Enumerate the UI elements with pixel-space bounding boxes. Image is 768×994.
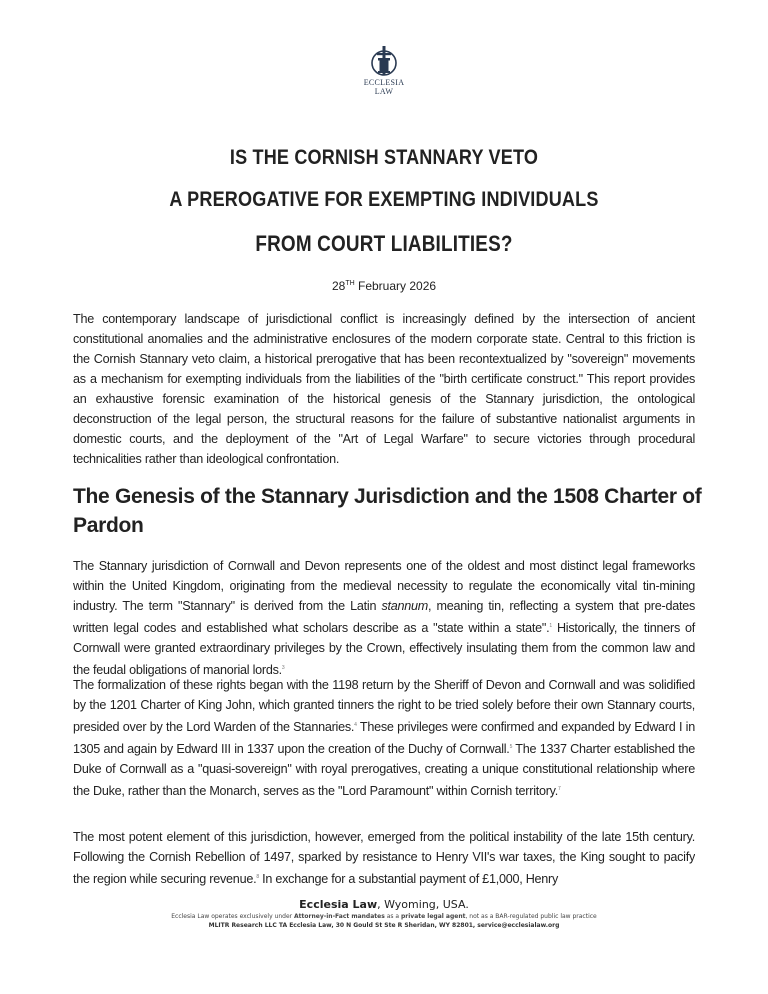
footnote-ref[interactable]: 3 bbox=[281, 665, 285, 672]
document-date bbox=[0, 279, 768, 293]
disclaimer-text: Ecclesia Law operates exclusively under bbox=[171, 913, 295, 920]
p3-text-b: In exchange for a substantial payment of £1,000, Henry bbox=[258, 872, 559, 887]
body-paragraph-2 bbox=[73, 675, 695, 802]
p2-text-b: These privileges were confirmed and expanded by Edward I in 1305 and again by Edward III in 1337 upon the creation of the Duchy of Cornwall. bbox=[73, 720, 695, 757]
footer-brand-line bbox=[0, 898, 768, 911]
p1-text-b: , meaning tin, reflecting a system that pre-dates written legal codes and established what scholars describe as a "state within a state". bbox=[73, 599, 695, 636]
section-heading: The Genesis of the Stannary Jurisdiction and the 1508 Charter of Pardon bbox=[73, 485, 702, 537]
footnote-ref[interactable]: 8 bbox=[256, 874, 259, 880]
title-line-1: IS THE CORNISH STANNARY VETO bbox=[229, 146, 539, 169]
footer-location: , Wyoming, USA. bbox=[377, 898, 469, 911]
footnote-ref[interactable]: 1 bbox=[549, 623, 552, 629]
intro-paragraph: The contemporary landscape of jurisdictional conflict is increasingly defined by the intersection of ancient constitutional anomalies and the administrative enclosures of the modern corporate state. Central to this friction is the Cornish Stannary veto claim, a historical prerogative that has been recontextualized by "sovereign" movements as a mechanism for exempting individuals from the liabilities of the "birth certificate construct." This report provides an exhaustive forensic examination of the historical genesis of the Stannary jurisdiction, the ontological deconstruction of the legal person, the structural reasons for the failure of substantive nationalist arguments in domestic courts, and the deployment of the "Art of Legal Warfare" to secure victories through procedural technicalities rather than ideological confrontation. bbox=[73, 312, 695, 466]
ecclesia-law-logo bbox=[353, 44, 415, 96]
p2-text-c: The 1337 Charter established the Duke of Cornwall as a "quasi-sovereign" with royal prerogatives, creating a unique constitutional relationship where the Duke, rather than the Monarch, serves as the "Lord Paramount" within Cornish territory. bbox=[73, 742, 696, 799]
date-day: 28 bbox=[331, 279, 346, 293]
footer-disclaimer bbox=[0, 913, 768, 920]
logo-text-line1: ECCLESIA bbox=[363, 78, 405, 87]
p2-text-a: The formalization of these rights began with the 1198 return by the Sheriff of Devon and Cornwall and was solidified by the 1201 Charter of King John, which granted tinners the right to be tried solely before their own Stannary courts, presided over by the Lord Warden of the Stannaries. bbox=[73, 678, 695, 735]
pillar-cross-icon bbox=[367, 44, 401, 78]
title-line-3: FROM COURT LIABILITIES? bbox=[255, 231, 513, 256]
footnote-ref[interactable]: 5 bbox=[509, 744, 513, 751]
footnote-ref[interactable]: 4 bbox=[354, 722, 357, 728]
p1-text-a: The Stannary jurisdiction of Cornwall and Devon represents one of the oldest and most distinct legal frameworks within the United Kingdom, originating from the medieval necessity to regulate the economically vital tin-mining industry. The term "Stannary" is derived from the Latin bbox=[73, 559, 695, 613]
footnote-ref[interactable]: 7 bbox=[558, 786, 561, 793]
disclaimer-bold-2: private legal agent bbox=[401, 913, 466, 920]
footer-brand: Ecclesia Law bbox=[299, 898, 378, 911]
logo-text-line2: LAW bbox=[374, 87, 394, 96]
p3-text-a: The most potent element of this jurisdiction, however, emerged from the political instability of the late 15th century. Following the Cornish Rebellion of 1497, sparked by resistance to Henry VII's war taxes, the King sought to pacify the region while securing revenue. bbox=[73, 830, 695, 887]
date-rest: February 2026 bbox=[354, 279, 437, 293]
p1-text-c: Historically, the tinners of Cornwall were granted extraordinary privileges by the Crown, effectively insulating them from the common law and the feudal obligations of manorial lords. bbox=[73, 621, 696, 678]
disclaimer-text: as a bbox=[384, 913, 401, 920]
footer-address: MLITR Research LLC TA Ecclesia Law, 30 N Gould St Ste R Sheridan, WY 82801, service@ecclesialaw.org bbox=[208, 922, 560, 929]
body-paragraph-1 bbox=[73, 556, 695, 680]
date-suffix: TH bbox=[345, 280, 355, 287]
disclaimer-bold-1: Attorney-in-Fact mandates bbox=[294, 913, 385, 920]
title-line-2: A PREROGATIVE FOR EXEMPTING INDIVIDUALS bbox=[169, 188, 599, 211]
disclaimer-text: , not as a BAR-regulated public law practice bbox=[465, 913, 597, 920]
p1-italic-term: stannum bbox=[381, 599, 429, 613]
body-paragraph-3 bbox=[73, 827, 695, 889]
